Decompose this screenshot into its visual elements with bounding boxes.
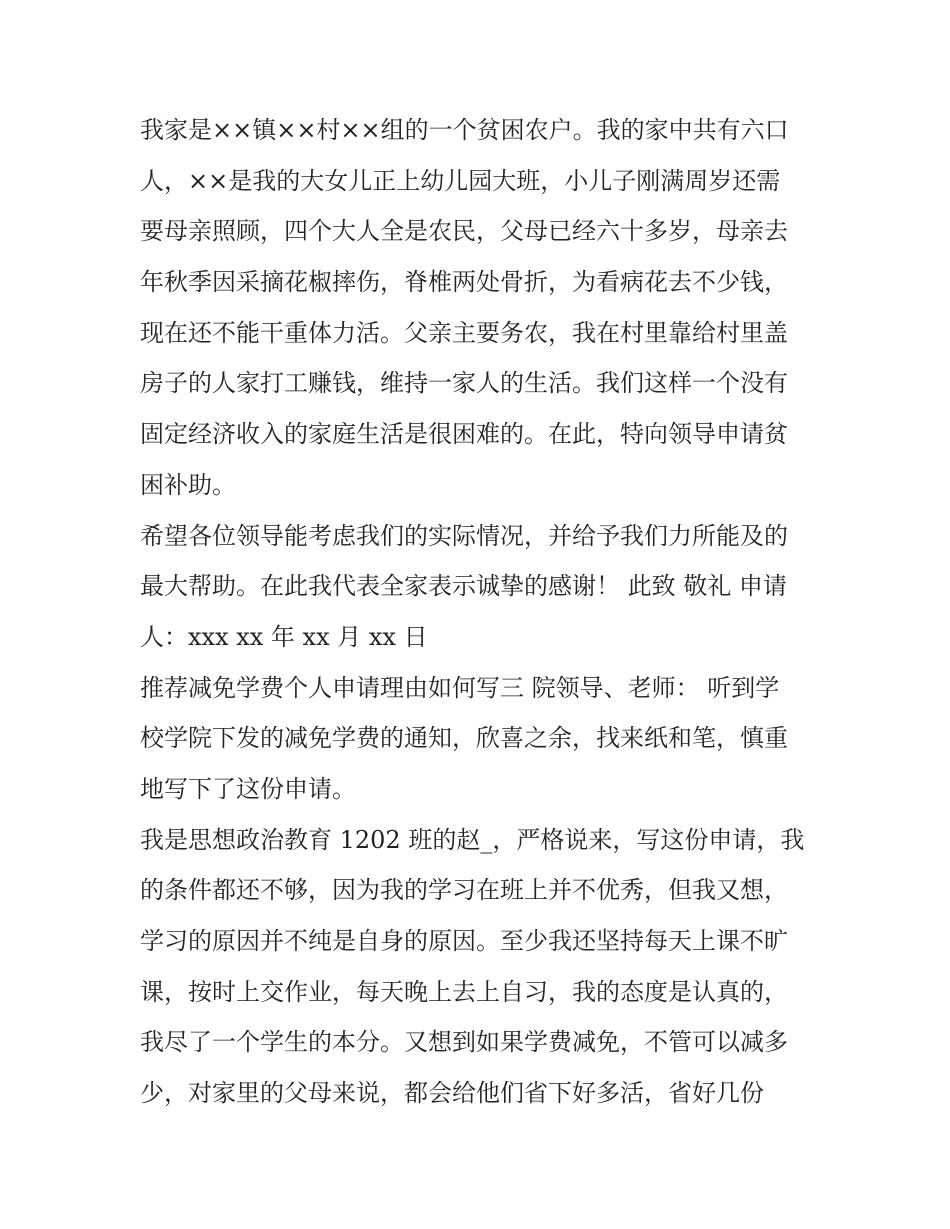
- text-line-12: 推荐减免学费个人申请理由如何写三 院领导、老师： 听到学: [140, 673, 780, 702]
- text-line-1: 我家是××镇××村××组的一个贫困农户。我的家中共有六口: [140, 116, 789, 144]
- text-line-4: 年秋季因采摘花椒摔伤，脊椎两处骨折，为看病花去不少钱，: [140, 268, 788, 297]
- text-line-13: 校学院下发的减免学费的通知，欣喜之余，找来纸和笔，慎重: [140, 724, 788, 753]
- text-line-6: 房子的人家打工赚钱，维持一家人的生活。我们这样一个没有: [140, 369, 788, 398]
- text-line-2: 人，××是我的大女儿正上幼儿园大班，小儿子刚满周岁还需: [140, 166, 781, 195]
- text-line-7: 固定经济收入的家庭生活是很困难的。在此，特向领导申请贫: [140, 420, 788, 449]
- text-line-9: 希望各位领导能考虑我们的实际情况，并给予我们力所能及的: [140, 521, 788, 550]
- text-line-10: 最大帮助。在此我代表全家表示诚挚的感谢！ 此致 敬礼 申请: [140, 572, 787, 601]
- text-line-8: 困补助。: [140, 470, 236, 499]
- text-line-14: 地写下了这份申请。: [140, 774, 356, 803]
- document-body: [140, 105, 820, 1119]
- text-line-20: 少，对家里的父母来说，都会给他们省下好多活，省好几份: [140, 1079, 764, 1108]
- text-line-16: 的条件都还不够，因为我的学习在班上并不优秀，但我又想，: [140, 876, 788, 905]
- text-line-18: 课，按时上交作业，每天晚上去上自习，我的态度是认真的，: [140, 977, 788, 1006]
- text-line-15: 我是思想政治教育 1202 班的赵_，严格说来，写这份申请，我: [140, 825, 805, 854]
- text-line-3: 要母亲照顾，四个大人全是农民，父母已经六十多岁，母亲去: [140, 217, 788, 246]
- text-line-5: 现在还不能干重体力活。父亲主要务农，我在村里靠给村里盖: [140, 318, 788, 347]
- text-line-17: 学习的原因并不纯是自身的原因。至少我还坚持每天上课不旷: [140, 927, 788, 955]
- text-line-11: 人：xxx xx 年 xx 月 xx 日: [140, 622, 428, 651]
- text-line-19: 我尽了一个学生的本分。又想到如果学费减免，不管可以减多: [140, 1028, 788, 1057]
